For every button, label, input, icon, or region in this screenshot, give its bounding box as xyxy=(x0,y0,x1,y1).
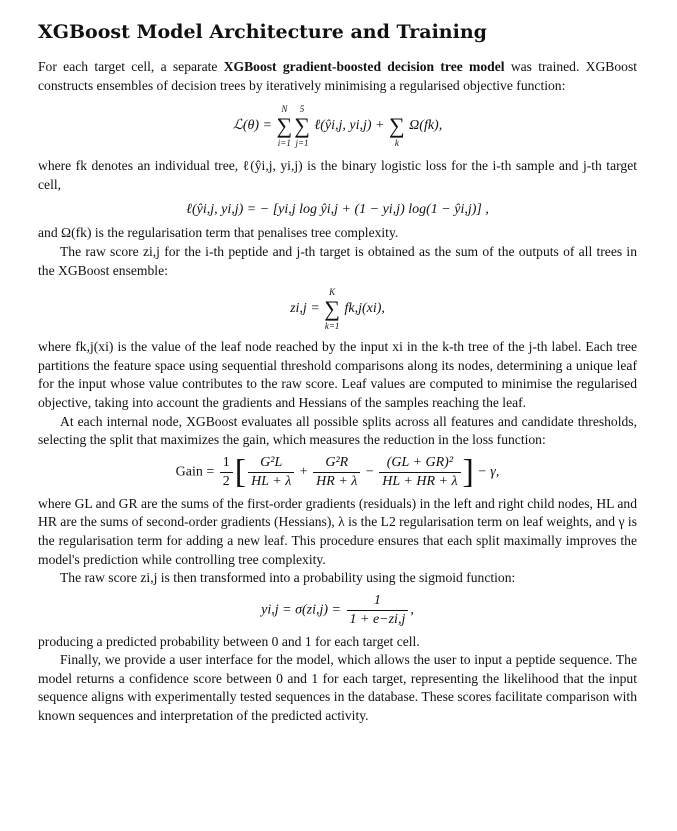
raw-score-term: fk,j(xi), xyxy=(344,301,385,317)
fraction-numerator: G²R xyxy=(313,454,360,473)
paragraph-split-gain: At each internal node, XGBoost evaluates all possible splits across all features and candidate thresholds, selecting the split that maximizes the gain, which measures the reduction in the loss function: xyxy=(38,413,637,448)
paragraph-regularisation: and Ω(fk) is the regularisation term that penalises tree complexity. xyxy=(38,225,399,241)
sigmoid-lhs: yi,j = σ(zi,j) = xyxy=(261,602,341,618)
sum-lower-limit: k=1 xyxy=(324,321,340,332)
intro-model-name: XGBoost gradient-boosted decision tree model xyxy=(223,59,505,74)
fraction-denominator: 1 + e−zi,j xyxy=(349,611,406,627)
sum-upper-limit: K xyxy=(329,287,336,298)
left-bracket: [ xyxy=(234,453,247,491)
equation-gain xyxy=(38,454,637,491)
fraction-numerator: 1 xyxy=(220,454,233,473)
fraction-left-gain xyxy=(248,454,294,491)
fraction-denominator: 2 xyxy=(222,473,230,489)
objective-reg-term: Ω(fk), xyxy=(409,118,443,134)
paragraph-gain-terms: where GL and GR are the sums of the first-order gradients (residuals) in the left and right child nodes, HL and HR are the sums of second-order gradients (Hessians), λ is the L2 regularisation term on leaf weights, and γ is the regularisation term for adding a new leaf. This procedure ensures that each split maximally improves the model's prediction while controlling tree complexity. xyxy=(38,495,637,567)
fraction-parent-gain xyxy=(379,454,460,491)
paragraph-user-interface: Finally, we provide a user interface for the model, which allows the user to input a peptide sequence. The model returns a confidence score between 0 and 1 for each target, representing the likelihood that the input sequence aligns with experimentally tested sequences in the database. These scores facilitate comparison with known sequences and interpretation of the predicted activity. xyxy=(38,652,637,724)
fraction-denominator: HR + λ xyxy=(316,473,358,489)
equation-sigmoid xyxy=(38,592,637,629)
fraction-numerator: 1 xyxy=(347,592,409,611)
sum-over-trees: K ∑ k=1 xyxy=(324,287,340,332)
sum-lower-limit: k xyxy=(394,138,399,149)
objective-lhs: ℒ(θ) = xyxy=(232,118,272,134)
right-bracket: ] xyxy=(462,453,474,491)
sum-over-targets: 5 ∑ j=1 xyxy=(294,104,310,149)
sum-upper-limit: 5 xyxy=(299,104,305,115)
fraction-right-gain xyxy=(313,454,360,491)
equation-logistic-loss: ℓ(ŷi,j, yi,j) = − [yi,j log ŷi,j + (1 − yi,j) log(1 − ŷi,j)] , xyxy=(186,202,489,218)
sum-over-trees: ∑ k xyxy=(388,113,405,149)
equation-comma: , xyxy=(410,602,414,618)
minus-sign: − xyxy=(365,464,374,480)
paragraph-raw-score: The raw score zi,j for the i-th peptide and j-th target is obtained as the sum of the outputs of all trees in the XGBoost ensemble: xyxy=(38,243,637,278)
equation-raw-score xyxy=(38,286,637,332)
sum-upper-limit: N xyxy=(281,104,288,115)
section-title: XGBoost Model Architecture and Training xyxy=(38,21,487,43)
sum-lower-limit: j=1 xyxy=(295,138,309,149)
paragraph-intro xyxy=(38,58,637,95)
equation-objective xyxy=(38,103,637,149)
intro-text-start: For each target cell, a separate xyxy=(38,59,224,74)
sum-lower-limit: i=1 xyxy=(277,138,291,149)
paragraph-leaf-values: where fk,j(xi) is the value of the leaf node reached by the input xi in the k-th tree of the j-th label. Each tree partitions the feature space using sequential threshold comparisons along its nodes, determining a unique leaf for the input whose value contributes to the raw score. Leaf values are computed to minimise the regularised objective, taking into account the gradients and Hessians of the samples reaching the leaf. xyxy=(38,339,637,410)
paragraph-probability: producing a predicted probability between 0 and 1 for each target cell. xyxy=(38,633,420,649)
intro-text-end: was trained. XGBoost constructs ensembles of decision trees by iteratively minimising a regularised objective function: xyxy=(38,59,638,93)
gain-lhs: Gain = xyxy=(175,464,215,480)
raw-score-lhs: zi,j = xyxy=(290,301,320,317)
gain-penalty: − γ, xyxy=(477,464,500,480)
fraction-half xyxy=(220,454,233,491)
paper-section xyxy=(38,20,637,726)
paragraph-sigmoid: The raw score zi,j is then transformed into a probability using the sigmoid function: xyxy=(60,570,516,586)
objective-loss-term: ℓ(ŷi,j, yi,j) + xyxy=(314,118,385,134)
fraction-numerator: G²L xyxy=(248,454,294,473)
fraction-numerator: (GL + GR)² xyxy=(379,454,460,473)
paragraph-loss-definition: where fk denotes an individual tree, ℓ(ŷi,j, yi,j) is the binary logistic loss for the i-th sample and j-th target cell, xyxy=(38,158,637,192)
fraction-denominator: HL + λ xyxy=(251,473,292,489)
sum-over-samples: N ∑ i=1 xyxy=(276,104,293,149)
plus-sign: + xyxy=(299,464,308,480)
fraction-sigmoid xyxy=(347,592,409,629)
fraction-denominator: HL + HR + λ xyxy=(382,473,458,489)
